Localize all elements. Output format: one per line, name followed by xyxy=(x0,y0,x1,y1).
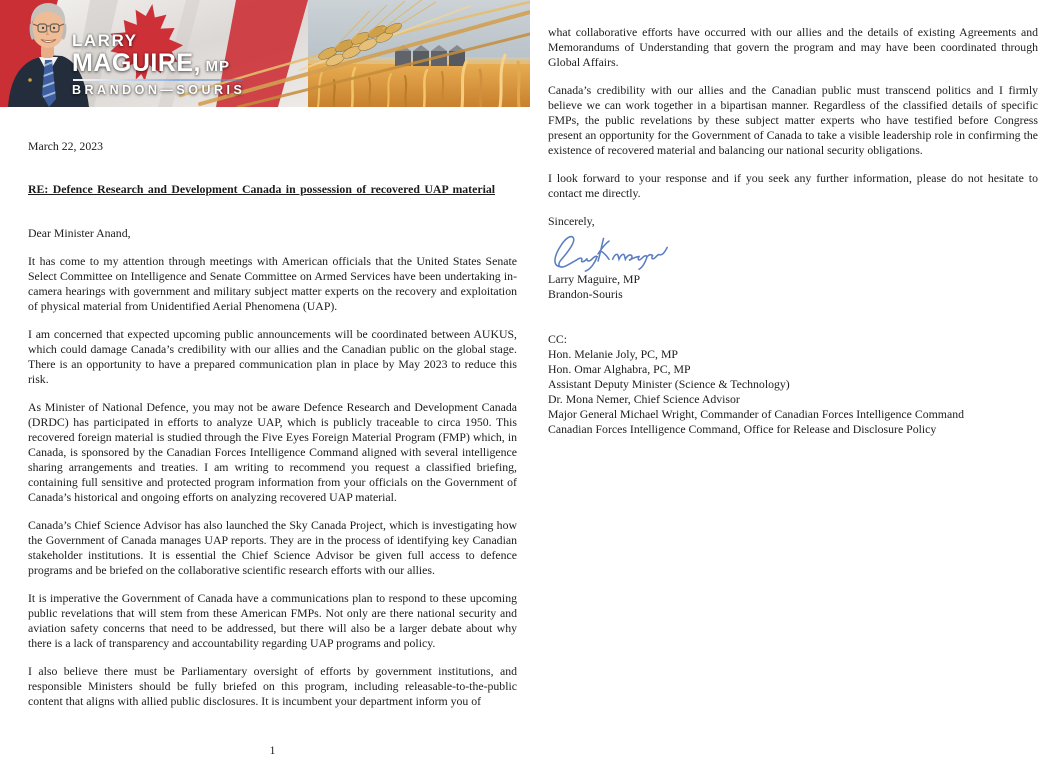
cc-block xyxy=(548,332,1038,437)
paragraph: It is imperative the Government of Canada have a communications plan to respond to these upcoming public revelations that will stem from these American FMPs. Not only are there national security and aviation safety concerns that need to be addressed, but there will also be a larger debate about why there is a lack of transparency and accountability regarding UAP programs and policy. xyxy=(28,591,517,650)
paragraph: Canada’s credibility with our allies and the Canadian public must transcend politics and I firmly believe we can work together in a bipartisan manner. Regardless of the classified details of specific FMPs, the public revelations by these subject matter experts who have testified before Congress present an opportunity for the Government of Canada to take a visible leadership role in confirming the existence of recovered material and balancing our national security obligations. xyxy=(548,83,1038,157)
cc-recipient: Hon. Melanie Joly, PC, MP xyxy=(548,347,678,361)
letter-date: March 22, 2023 xyxy=(28,139,104,153)
cc-recipient: Assistant Deputy Minister (Science & Technology) xyxy=(548,377,790,391)
paragraph: It has come to my attention through meetings with American officials that the United States Senate Select Committee on Intelligence and Senate Committee on Armed Services have been undertaking in-camera hearings with government and military subject matter experts on the recovery and exploitation of physical material from Unidentified Aerial Phenomena (UAP). xyxy=(28,254,517,313)
letterhead-mp-suffix: MP xyxy=(205,58,230,75)
subject-line: RE: Defence Research and Development Canada in possession of recovered UAP material xyxy=(28,182,496,196)
cc-label: CC: xyxy=(548,332,568,346)
cc-recipient: Canadian Forces Intelligence Command, Office for Release and Disclosure Policy xyxy=(548,422,937,436)
page1-body xyxy=(28,107,517,722)
paragraph: As Minister of National Defence, you may not be aware Defence Research and Development Canada (DRDC) has participated in efforts to analyze UAP, which is publicly traceable to circa 1950. This recovered foreign material is studied through the Five Eyes Foreign Material Program (FMP) which, in Canada, is sponsored by the Canadian Forces Intelligence Command aligned with several intelligence sharing arrangements and treaties. I am writing to recommend you request a classified briefing, containing full sensitive and protected program information from your officials on the Government of Canada’s historical and ongoing efforts on analyzing recovered UAP material. xyxy=(28,400,517,504)
paragraph: I am concerned that expected upcoming public announcements will be coordinated between AUKUS, which could damage Canada’s credibility with our allies and the Canadian public on the global stage. There is an opportunity to have a prepared communication plan in place by May 2023 to reduce this risk. xyxy=(28,327,517,386)
page2-body xyxy=(548,25,1038,437)
handwritten-signature xyxy=(546,232,672,272)
page-number: 1 xyxy=(269,745,276,757)
cc-recipient: Dr. Mona Nemer, Chief Science Advisor xyxy=(548,392,740,406)
letterhead-name-block xyxy=(72,32,245,97)
signer-riding: Brandon-Souris xyxy=(548,287,623,301)
letterhead-divider xyxy=(73,79,243,81)
letterhead-riding: BRANDON—SOURIS xyxy=(72,83,246,97)
letterhead-last-name: MAGUIRE, xyxy=(72,49,201,77)
cc-recipient: Major General Michael Wright, Commander of Canadian Forces Intelligence Command xyxy=(548,407,965,421)
paragraph: I also believe there must be Parliamentary oversight of efforts by government institutions, and responsible Ministers should be fully briefed on this program, including releasable-to-the-public content that aligns with allied public disclosures. It is incumbent your department inform you of xyxy=(28,664,517,708)
cc-recipient: Hon. Omar Alghabra, PC, MP xyxy=(548,362,691,376)
paragraph: what collaborative efforts have occurred with our allies and the details of existing Agreements and Memorandums of Understanding that govern the program and may have been coordinated through Global Affairs. xyxy=(548,25,1038,69)
paragraph: I look forward to your response and if you seek any further information, please do not hesitate to contact me directly. xyxy=(548,171,1038,200)
salutation: Dear Minister Anand, xyxy=(28,226,131,240)
closing-salutation: Sincerely, xyxy=(548,214,595,228)
paragraph: Canada’s Chief Science Advisor has also launched the Sky Canada Project, which is investigating how the Government of Canada manages UAP reports. They are in the process of identifying key Canadian stakeholder institutions. It is essential the Chief Science Advisor be given full access to defence programs and be briefed on the collaborative scientific research efforts with our allies. xyxy=(28,518,517,577)
letterhead-banner xyxy=(0,0,530,107)
signer-name: Larry Maguire, MP xyxy=(548,272,641,286)
letterhead-first-name: LARRY xyxy=(72,31,138,50)
letter-page-2 xyxy=(530,0,1060,775)
